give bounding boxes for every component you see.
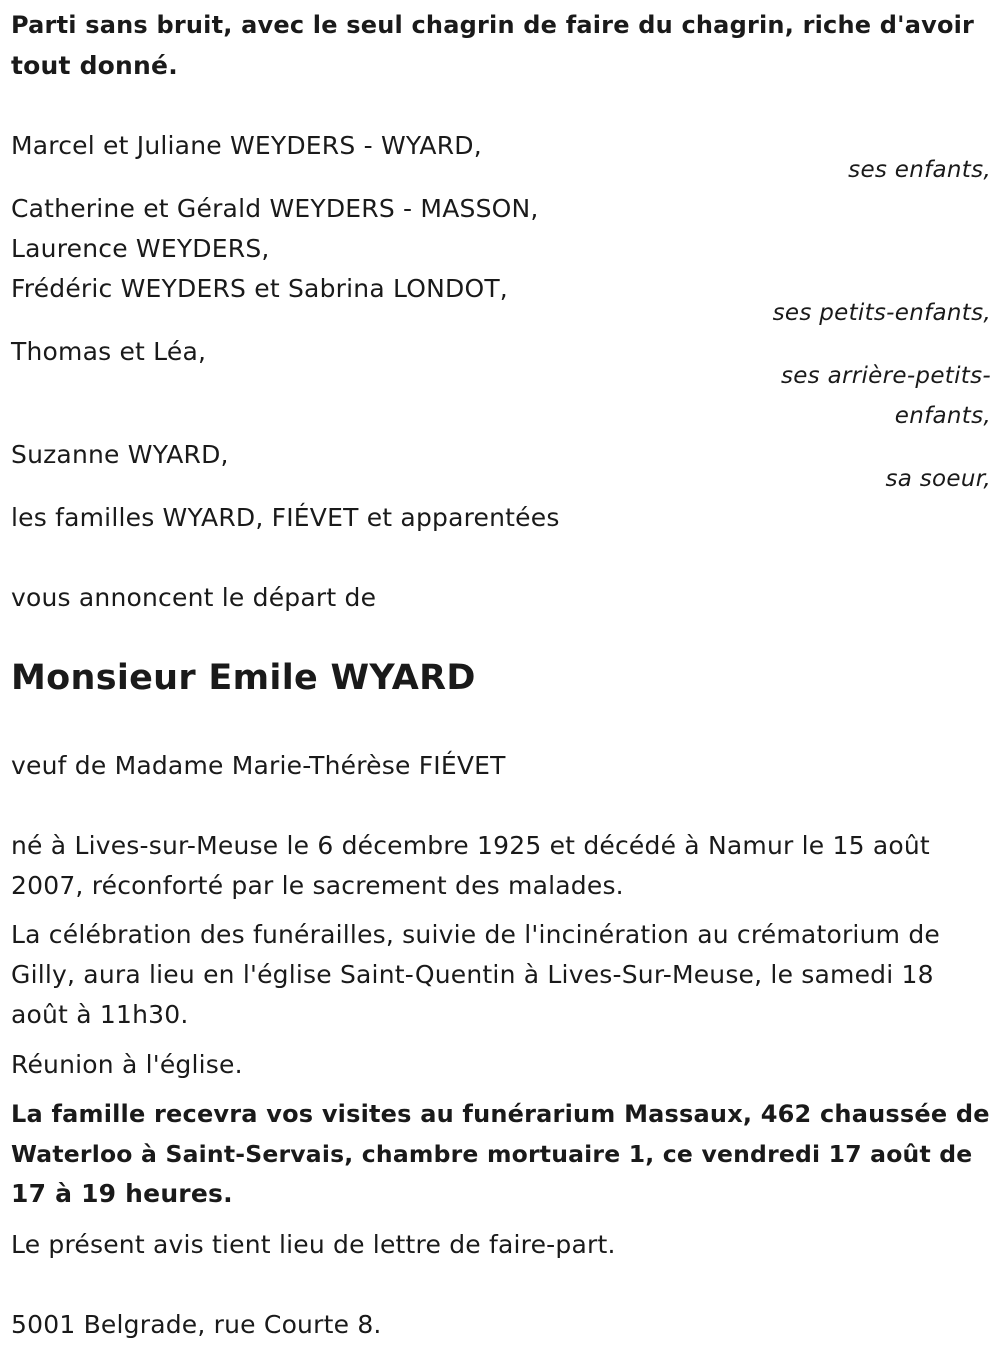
notice-line: Le présent avis tient lieu de lettre de faire-part.: [11, 1230, 616, 1259]
visits-line-3: 17 à 19 heures.: [11, 1179, 233, 1208]
epitaph-line-1: Parti sans bruit, avec le seul chagrin de faire du chagrin, riche d'avoir: [11, 11, 975, 39]
sister-relation: sa soeur,: [885, 466, 991, 492]
children-names: Marcel et Juliane WEYDERS - WYARD,: [11, 131, 482, 160]
deceased-name: Monsieur Emile WYARD: [11, 658, 476, 698]
ceremony-line-3: août à 11h30.: [11, 1000, 189, 1029]
grandchildren-relation: ses petits-enfants,: [772, 300, 991, 326]
children-relation: ses enfants,: [848, 157, 991, 183]
address-line: 5001 Belgrade, rue Courte 8.: [11, 1310, 382, 1339]
grandchild-name: Laurence WEYDERS,: [11, 234, 270, 263]
epitaph-line-2: tout donné.: [11, 51, 178, 80]
announcement: vous annoncent le départ de: [11, 583, 377, 612]
ceremony-line-2: Gilly, aura lieu en l'église Saint-Quentin à Lives-Sur-Meuse, le samedi 18: [11, 960, 934, 989]
visits-line-2: Waterloo à Saint-Servais, chambre mortuaire 1, ce vendredi 17 août de: [11, 1140, 973, 1168]
great-grandchildren-relation-line-1: ses arrière-petits-: [780, 363, 991, 389]
birth-death-line-1: né à Lives-sur-Meuse le 6 décembre 1925 et décédé à Namur le 15 août: [11, 831, 930, 860]
widower-of: veuf de Madame Marie-Thérèse FIÉVET: [11, 751, 506, 780]
reunion-line: Réunion à l'église.: [11, 1050, 243, 1079]
great-grandchildren-relation-line-2: enfants,: [894, 403, 991, 429]
families-line: les familles WYARD, FIÉVET et apparentées: [11, 503, 560, 532]
ceremony-line-1: La célébration des funérailles, suivie de l'incinération au crématorium de: [11, 920, 940, 949]
birth-death-line-2: 2007, réconforté par le sacrement des malades.: [11, 871, 624, 900]
grandchild-name: Frédéric WEYDERS et Sabrina LONDOT,: [11, 274, 508, 303]
grandchild-name: Catherine et Gérald WEYDERS - MASSON,: [11, 194, 539, 223]
obituary-notice: [11, 0, 991, 1358]
great-grandchildren-names: Thomas et Léa,: [11, 337, 207, 366]
sister-name: Suzanne WYARD,: [11, 440, 229, 469]
visits-line-1: La famille recevra vos visites au funérarium Massaux, 462 chaussée de: [11, 1100, 990, 1128]
